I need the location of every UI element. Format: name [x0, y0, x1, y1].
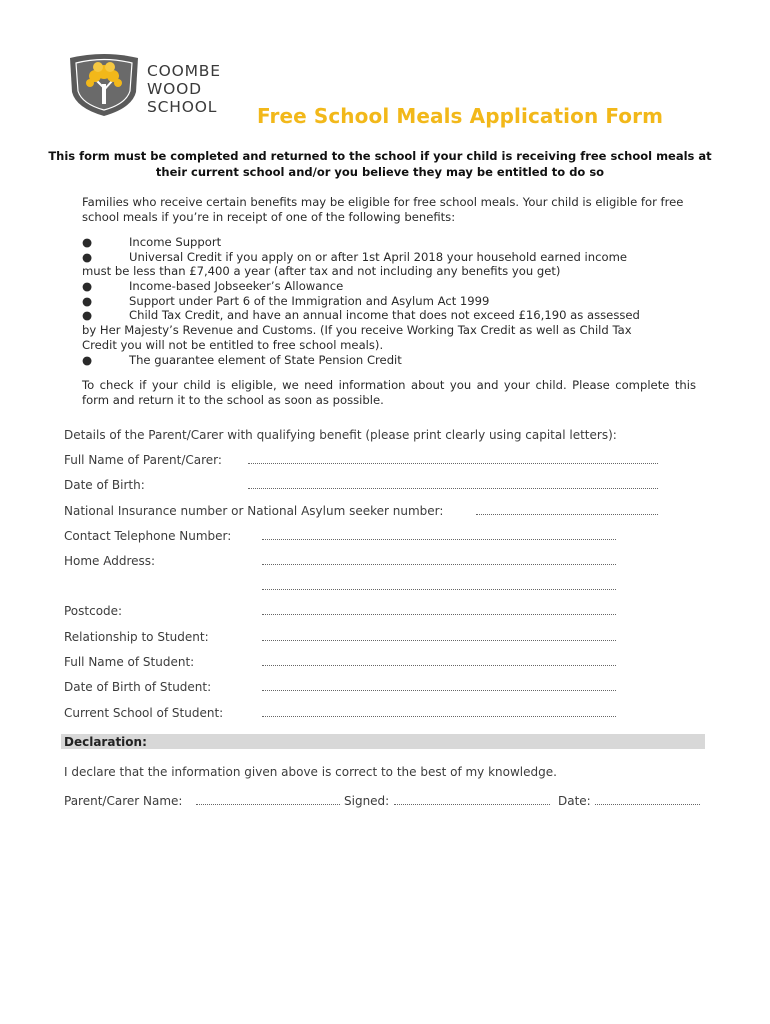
address-field-line1[interactable] [262, 564, 616, 565]
eligibility-intro: Families who receive certain benefits may be eligible for free school meals. Your child is eligible for free school meals if you’re in receipt of one of the following benefits: [82, 195, 684, 224]
current-school-label: Current School of Student: [64, 706, 224, 720]
student-name-field[interactable] [262, 665, 616, 666]
check-eligibility-text: To check if your child is eligible, we need information about you and your child. Please complete this form and return it to the school as soon as possible. [82, 378, 696, 407]
student-dob-field[interactable] [262, 690, 616, 691]
school-name-line1: COOMBE [147, 62, 221, 80]
benefit-item-child-tax-credit-cont1: by Her Majesty’s Revenue and Customs. (If you receive Working Tax Credit as well as Child Tax [82, 323, 632, 337]
ni-number-field[interactable] [476, 514, 658, 515]
relationship-label: Relationship to Student: [64, 630, 209, 644]
student-dob-label: Date of Birth of Student: [64, 680, 212, 694]
details-heading: Details of the Parent/Carer with qualifying benefit (please print clearly using capital letters): [64, 428, 617, 442]
date-label: Date: [558, 794, 591, 808]
benefit-item-child-tax-credit-cont2: Credit you will not be entitled to free school meals). [82, 338, 384, 352]
school-name-line3: SCHOOL [147, 98, 218, 116]
signature-field[interactable] [394, 804, 550, 805]
date-field[interactable] [595, 804, 700, 805]
bullet-icon: ● [82, 235, 93, 249]
phone-field[interactable] [262, 539, 616, 540]
dob-field[interactable] [248, 488, 658, 489]
declaration-text: I declare that the information given above is correct to the best of my knowledge. [64, 765, 557, 779]
parent-name-label: Full Name of Parent/Carer: [64, 453, 222, 467]
postcode-field[interactable] [262, 614, 616, 615]
declaration-label: Declaration: [64, 735, 147, 749]
carer-name-field[interactable] [196, 804, 340, 805]
ni-number-label: National Insurance number or National Asylum seeker number: [64, 504, 444, 518]
benefit-item-immigration-support: ● Support under Part 6 of the Immigration and Asylum Act 1999 [82, 294, 490, 308]
phone-label: Contact Telephone Number: [64, 529, 232, 543]
bullet-icon: ● [82, 353, 93, 367]
bullet-icon: ● [82, 250, 93, 264]
intro-instructions: This form must be completed and returned to the school if your child is receiving free school meals at their current school and/or you believe they may be entitled to do so [48, 149, 712, 179]
page-title: Free School Meals Application Form [257, 104, 664, 128]
relationship-field[interactable] [262, 640, 616, 641]
carer-name-label: Parent/Carer Name: [64, 794, 183, 808]
benefit-item-jobseekers: ● Income-based Jobseeker’s Allowance [82, 279, 344, 293]
benefit-item-universal-credit-cont: must be less than £7,400 a year (after tax and not including any benefits you get) [82, 264, 561, 278]
student-name-label: Full Name of Student: [64, 655, 195, 669]
bullet-icon: ● [82, 308, 93, 322]
postcode-label: Postcode: [64, 604, 123, 618]
benefit-item-pension-credit: ● The guarantee element of State Pension Credit [82, 353, 402, 367]
parent-name-field[interactable] [248, 463, 658, 464]
current-school-field[interactable] [262, 716, 616, 717]
dob-label: Date of Birth: [64, 478, 145, 492]
school-crest-logo [66, 52, 142, 118]
address-label: Home Address: [64, 554, 156, 568]
school-name-line2: WOOD [147, 80, 202, 98]
declaration-header-bar [61, 734, 705, 749]
benefit-item-universal-credit: ● Universal Credit if you apply on or after 1st April 2018 your household earned income [82, 250, 628, 264]
benefit-item-income-support: ● Income Support [82, 235, 222, 249]
benefit-item-child-tax-credit: ● Child Tax Credit, and have an annual income that does not exceed £16,190 as assessed [82, 308, 640, 322]
signed-label: Signed: [344, 794, 390, 808]
address-field-line2[interactable] [262, 589, 616, 590]
bullet-icon: ● [82, 279, 93, 293]
bullet-icon: ● [82, 294, 93, 308]
